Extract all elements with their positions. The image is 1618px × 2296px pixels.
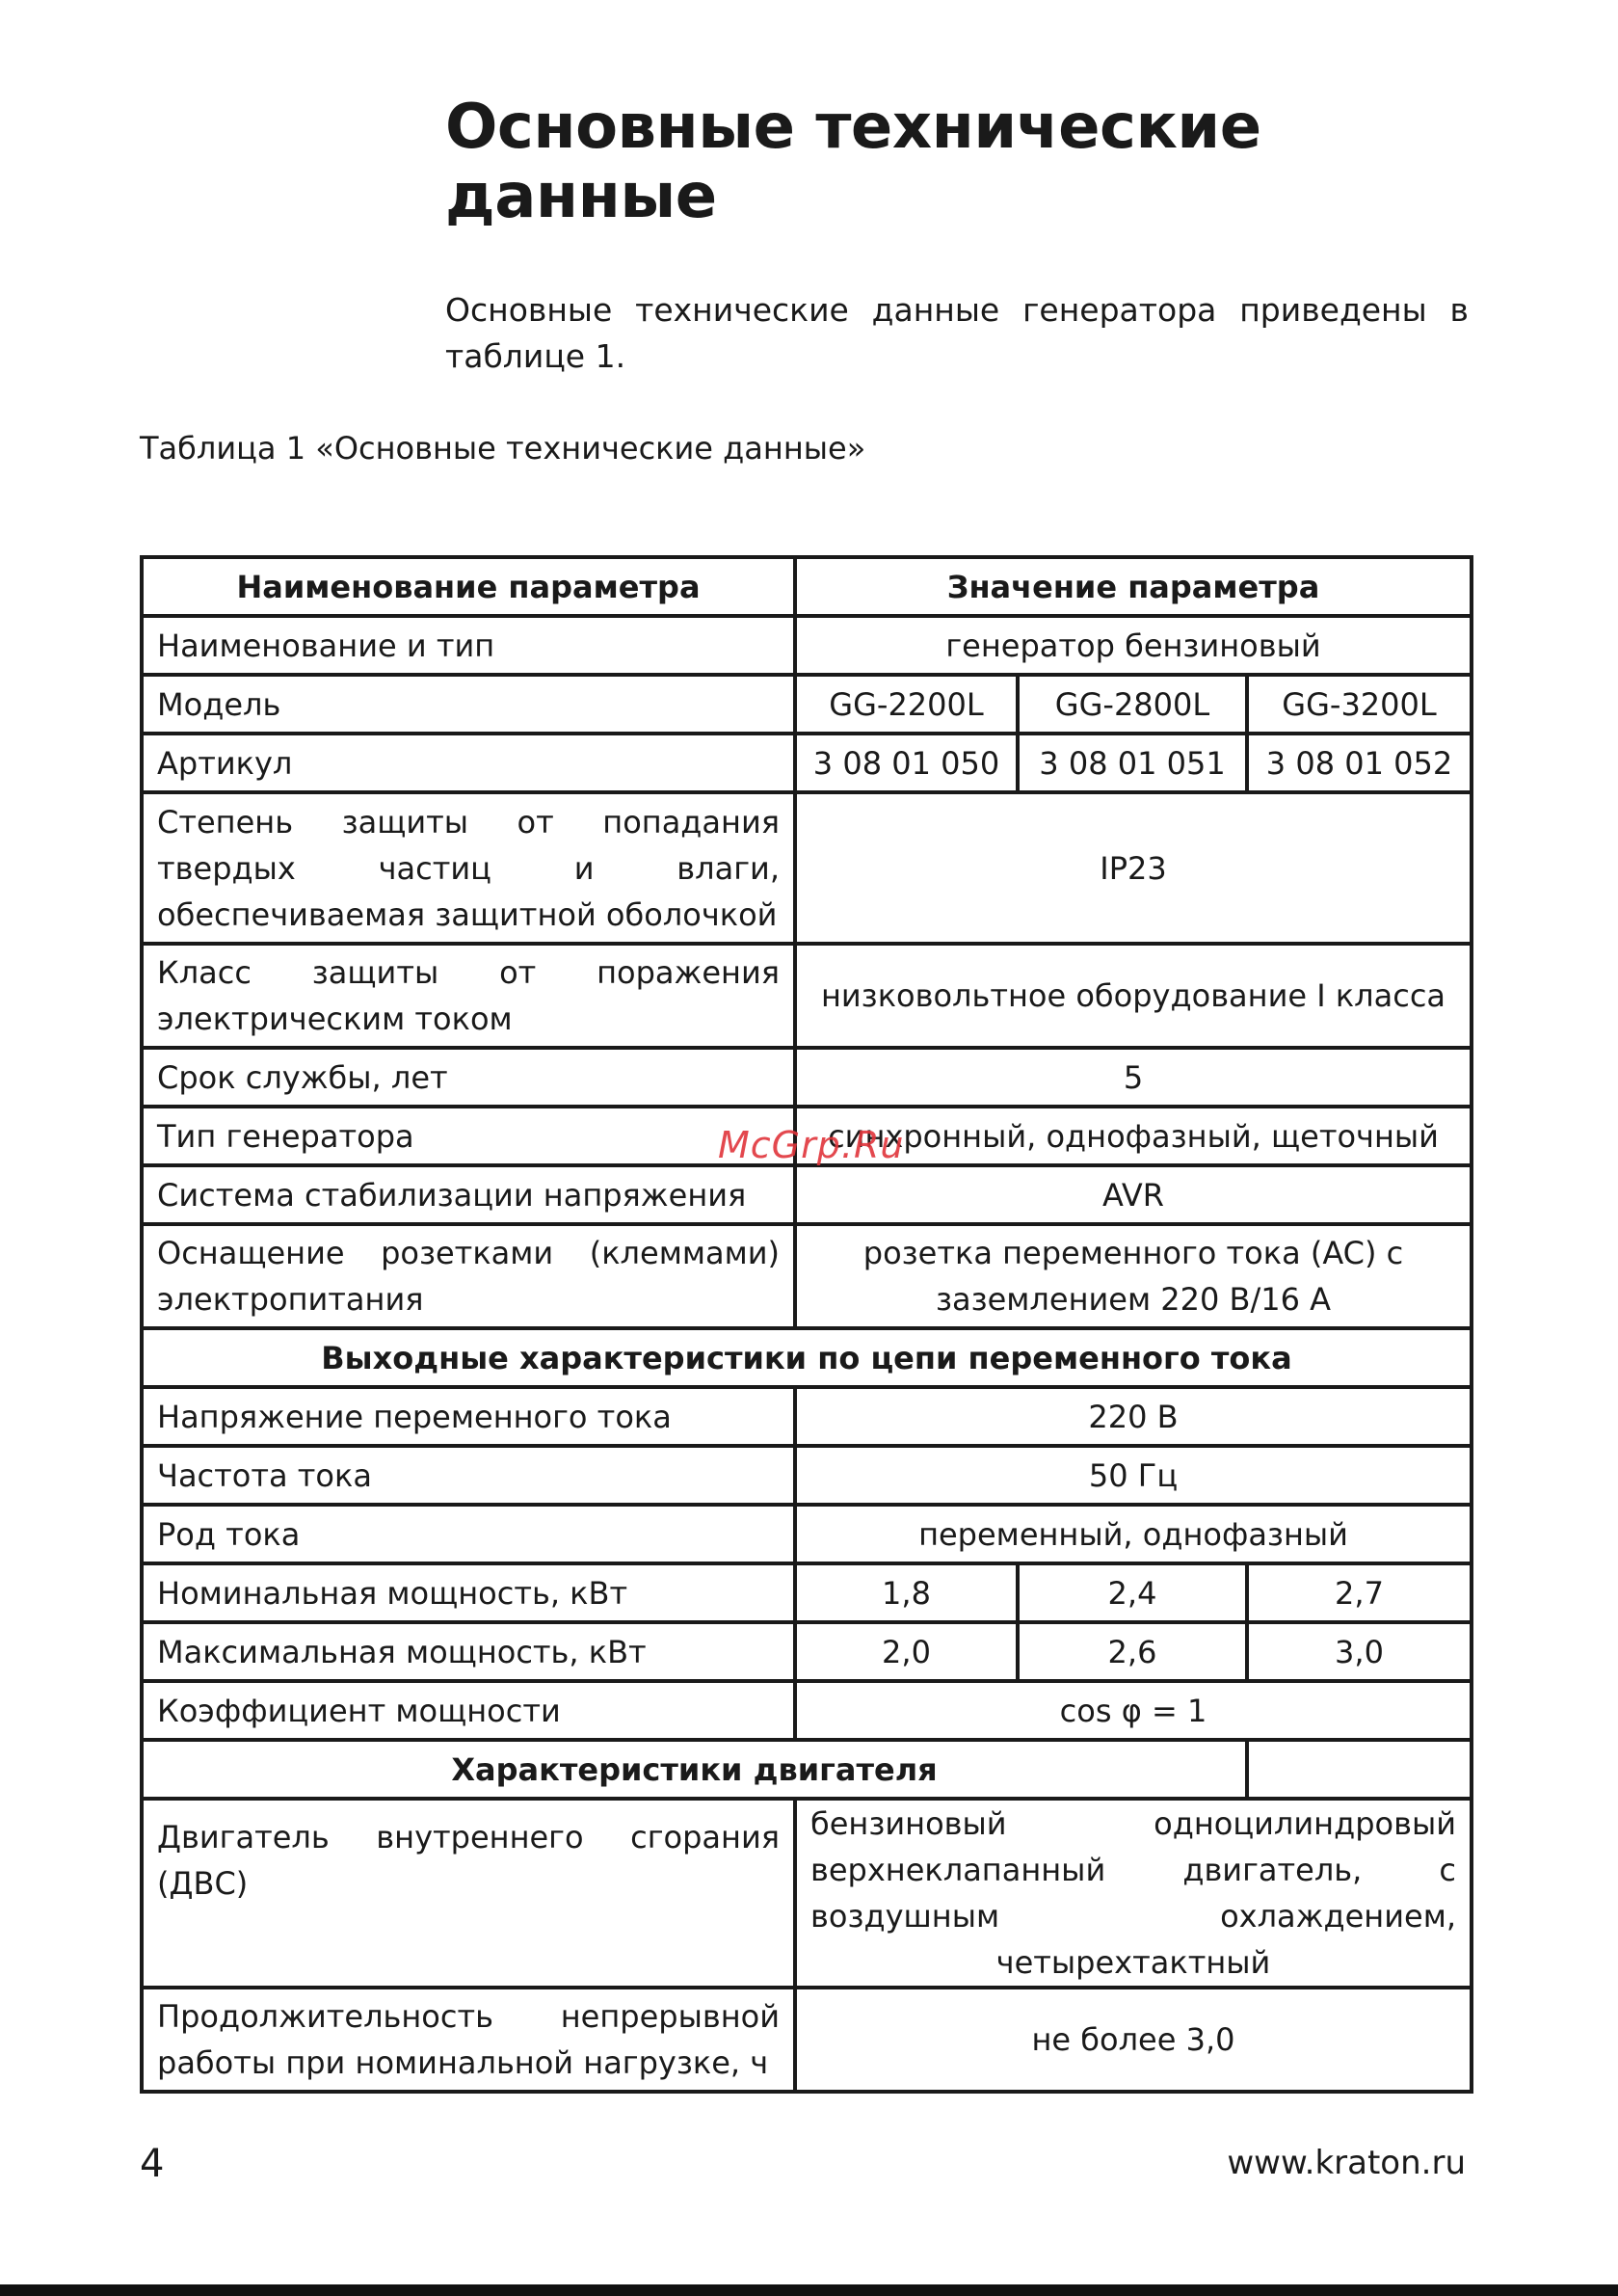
value-article-3: 3 08 01 052	[1247, 734, 1472, 792]
page-title-line1: Основные технические	[445, 92, 1261, 163]
param-current-kind: Род тока	[142, 1505, 795, 1563]
param-article: Артикул	[142, 734, 795, 792]
value-name-type: генератор бензиновый	[795, 616, 1472, 675]
param-frequency: Частота тока	[142, 1446, 795, 1505]
section-engine-empty-cell	[1247, 1740, 1472, 1799]
table-section-row	[142, 1328, 1472, 1387]
table-row	[142, 1387, 1472, 1446]
value-engine: бензиновый одноцилиндровый верхнеклапанный двигатель, с воздушным охлаждением, четырехтактный	[795, 1799, 1472, 1988]
param-sockets: Оснащение розетками (клеммами) электропитания	[142, 1224, 795, 1328]
param-model: Модель	[142, 675, 795, 734]
spec-table	[140, 555, 1473, 2094]
param-ac-voltage: Напряжение переменного тока	[142, 1387, 795, 1446]
param-ip: Степень защиты от попадания твердых частиц и влаги, обеспечиваемая защитной оболочкой	[142, 792, 795, 944]
table-row	[142, 1048, 1472, 1107]
table-section-row	[142, 1740, 1472, 1799]
table-row	[142, 616, 1472, 675]
value-article-1: 3 08 01 050	[795, 734, 1018, 792]
table-row	[142, 1988, 1472, 2092]
page-number: 4	[140, 2142, 165, 2186]
param-power-factor: Коэффициент мощности	[142, 1681, 795, 1740]
value-run-time: не более 3,0	[795, 1988, 1472, 2092]
value-article-2: 3 08 01 051	[1018, 734, 1247, 792]
value-gen-type: синхронный, однофазный, щеточный	[795, 1107, 1472, 1165]
value-power-factor: cos φ = 1	[795, 1681, 1472, 1740]
page-title-line2: данные	[445, 161, 717, 232]
value-service-life: 5	[795, 1048, 1472, 1107]
value-max-power-2: 2,6	[1018, 1622, 1247, 1681]
table-row	[142, 1165, 1472, 1224]
table-row	[142, 1681, 1472, 1740]
table-row	[142, 1622, 1472, 1681]
table-caption: Таблица 1 «Основные технические данные»	[140, 430, 866, 467]
param-gen-type: Тип генератора	[142, 1107, 795, 1165]
value-rated-power-1: 1,8	[795, 1563, 1018, 1622]
value-max-power-1: 2,0	[795, 1622, 1018, 1681]
value-rated-power-2: 2,4	[1018, 1563, 1247, 1622]
value-model-1: GG-2200L	[795, 675, 1018, 734]
watermark-text: McGrp.Ru	[718, 1124, 905, 1166]
param-stabilization: Система стабилизации напряжения	[142, 1165, 795, 1224]
table-row	[142, 944, 1472, 1048]
param-rated-power: Номинальная мощность, кВт	[142, 1563, 795, 1622]
table-row	[142, 1799, 1472, 1988]
table-row	[142, 1446, 1472, 1505]
param-service-life: Срок службы, лет	[142, 1048, 795, 1107]
website-link[interactable]: www.kraton.ru	[1227, 2144, 1466, 2182]
value-current-kind: переменный, однофазный	[795, 1505, 1472, 1563]
table-row	[142, 1563, 1472, 1622]
value-sockets: розетка переменного тока (AC) с заземлением 220 В/16 А	[795, 1224, 1472, 1328]
param-run-time: Продолжительность непрерывной работы при номинальной нагрузке, ч	[142, 1988, 795, 2092]
table-row	[142, 1505, 1472, 1563]
section-engine-title: Характеристики двигателя	[142, 1740, 1247, 1799]
value-shock-class: низковольтное оборудование I класса	[795, 944, 1472, 1048]
value-stabilization: AVR	[795, 1165, 1472, 1224]
section-ac-title: Выходные характеристики по цепи переменного тока	[142, 1328, 1472, 1387]
value-rated-power-3: 2,7	[1247, 1563, 1472, 1622]
table-row	[142, 734, 1472, 792]
intro-paragraph: Основные технические данные генератора приведены в таблице 1.	[445, 291, 1469, 375]
param-max-power: Максимальная мощность, кВт	[142, 1622, 795, 1681]
header-param: Наименование параметра	[142, 557, 795, 616]
value-ac-voltage: 220 В	[795, 1387, 1472, 1446]
value-model-3: GG-3200L	[1247, 675, 1472, 734]
param-engine: Двигатель внутреннего сгорания (ДВС)	[142, 1799, 795, 1988]
param-name-type: Наименование и тип	[142, 616, 795, 675]
param-shock-class: Класс защиты от поражения электрическим током	[142, 944, 795, 1048]
value-ip: IP23	[795, 792, 1472, 944]
value-frequency: 50 Гц	[795, 1446, 1472, 1505]
value-model-2: GG-2800L	[1018, 675, 1247, 734]
table-row	[142, 792, 1472, 944]
header-value: Значение параметра	[795, 557, 1472, 616]
table-header-row	[142, 557, 1472, 616]
table-row	[142, 1224, 1472, 1328]
page-title	[445, 93, 1505, 231]
value-max-power-3: 3,0	[1247, 1622, 1472, 1681]
table-row	[142, 675, 1472, 734]
bottom-edge-bar	[0, 2284, 1618, 2296]
